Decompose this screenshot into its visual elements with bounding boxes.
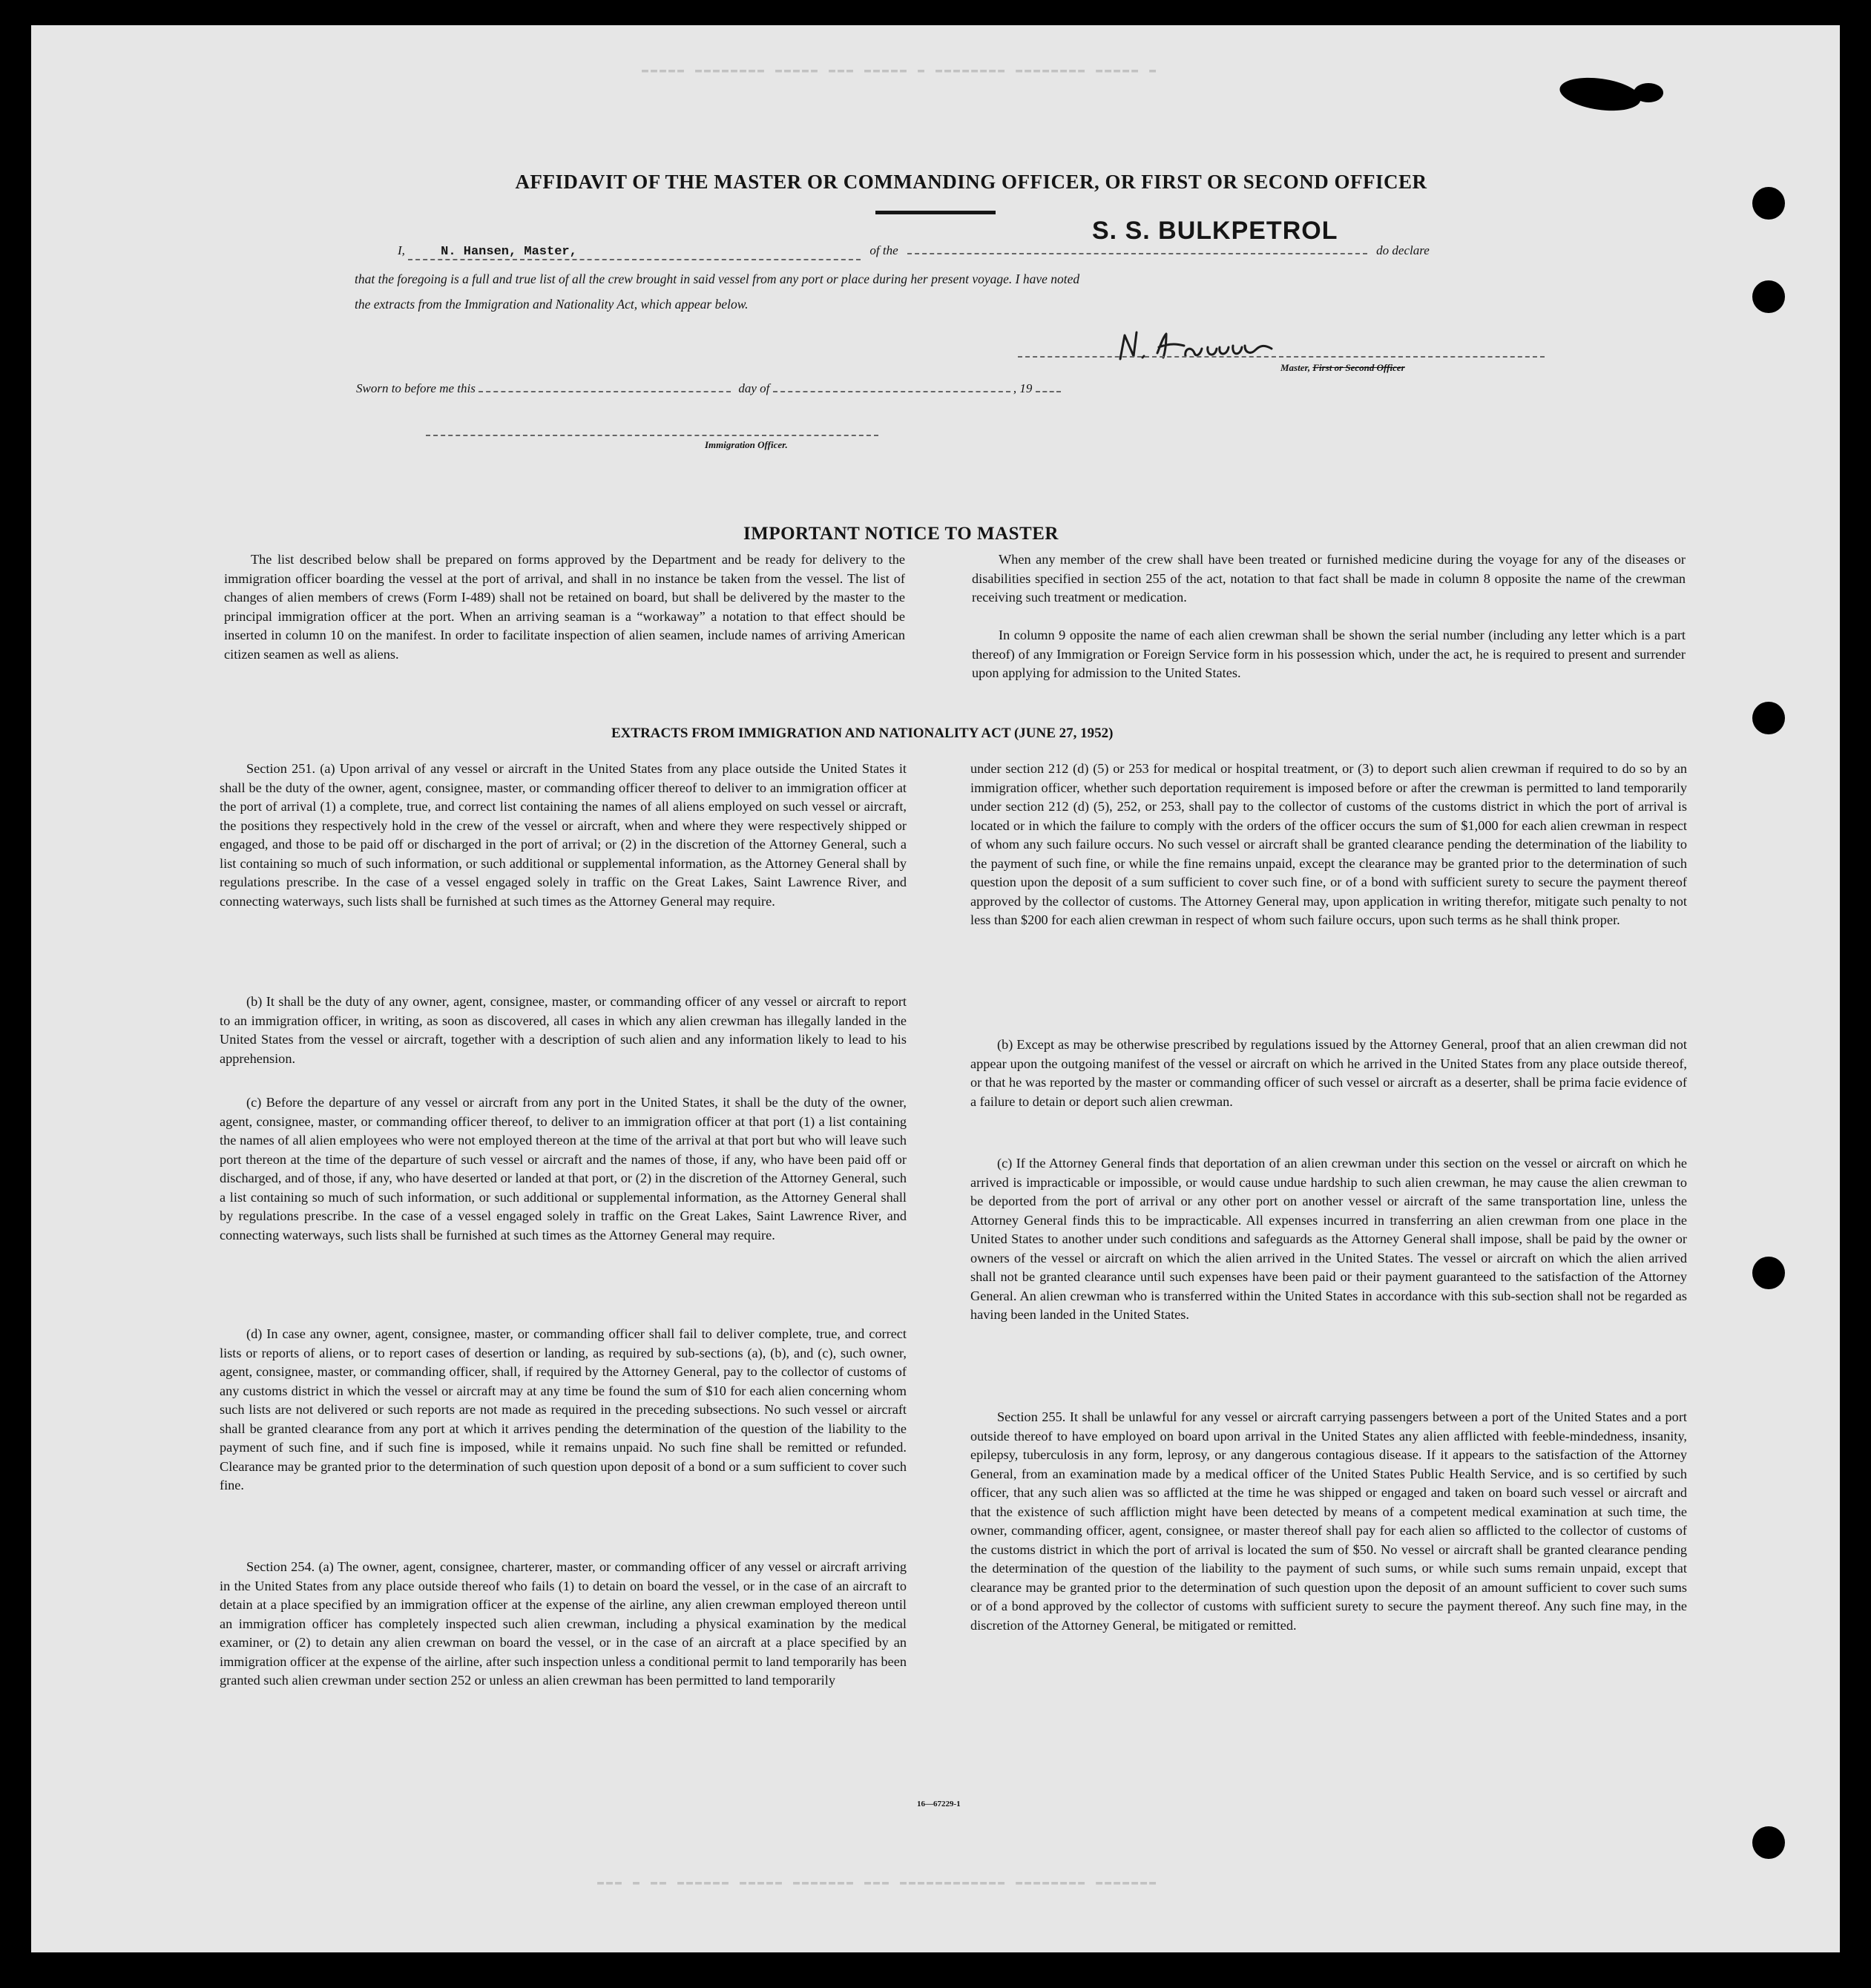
struck-officer-label: First or Second Officer <box>1312 362 1405 373</box>
notice-right-paragraph-1: When any member of the crew shall have been treated or furnished medicine during the voyage for any of the diseases or disabilities specified in section 255 of the act, notation to that fact shall be made in column 8 opposite the name of the crewman receiving such treatment or medication. <box>972 552 1686 605</box>
sworn-year-field[interactable] <box>1036 391 1061 392</box>
bleed-through-text-bottom: ▬▬▬▬▬▬▬ ▬▬▬▬▬▬▬▬ ▬▬▬▬▬▬▬▬▬▬▬▬ ▬▬▬ ▬▬▬▬▬▬▬ ▬▬▬▬▬ ▬▬▬▬▬▬ ▬▬ ▬ ▬▬▬ <box>595 1876 1157 1889</box>
vessel-name: S. S. BULKPETROL <box>1092 217 1338 245</box>
declaration-line-2: the extracts from the Immigration and Nationality Act, which appear below. <box>355 297 749 312</box>
punch-hole <box>1752 702 1785 734</box>
sworn-line <box>356 381 1061 396</box>
declarant-line <box>398 243 1546 260</box>
affidavit-title: AFFIDAVIT OF THE MASTER OR COMMANDING OFFICER, OR FIRST OR SECOND OFFICER <box>515 171 1427 193</box>
immigration-officer-label: Immigration Officer. <box>705 439 788 450</box>
immigration-officer-line <box>426 435 878 436</box>
signature-line <box>1018 356 1545 358</box>
section-254-a-continued: under section 212 (d) (5) or 253 for medical or hospital treatment, or (3) to deport such alien crewman if required to do so by an immigration officer, whether such deportation requirement is imposed before or after the crewman is permitted to land temporarily under section 212 (d) (5), 252, or 253, shall pay to the collector of customs of the customs district in which the port of arrival is located or in which the failure to comply with the orders of the officer occurs the sum of $1,000 for each alien crewman in respect of whom any such failure occurs. No such vessel or aircraft shall be granted clearance pending the determination of the liability to the payment of such fine, or while the fine remains unpaid, except the clearance may be granted prior to the determination of such question upon the deposit of a sum sufficient to cover such fine, or of a bond with sufficient surety to secure the payment thereof approved by the collector of customs. The Attorney General may, upon application in writing therefor, mitigate such penalty to not less than $200 for each alien crewman in respect of whom such failure occurs, upon such terms as he shall think proper. <box>970 761 1687 927</box>
extracts-title: EXTRACTS FROM IMMIGRATION AND NATIONALITY ACT (JUNE 27, 1952) <box>611 725 1114 741</box>
do-declare-label: do declare <box>1376 243 1430 257</box>
section-251-c: (c) Before the departure of any vessel or aircraft from any port in the United States, it shall be the duty of the owner, agent, consignee, master, or commanding officer thereof, to deliver to an immigration officer at that port (1) a list containing the names of all alien employees who were not employed thereon at the time of the arrival at that port but who will leave such port thereon at the time of the departure of such vessel or aircraft and the names of those, if any, who have been paid off or discharged, and of those, if any, who have deserted or landed at that port, or (2) in the discretion of the Attorney General, such a list containing so much of such information, or such additional or supplemental information, as the Attorney General shall by regulations prescribe. In the case of a vessel engaged solely in traffic on the Great Lakes, Saint Lawrence River, and connecting waterways, such lists shall be furnished at such times as the Attorney General may require. <box>220 1095 907 1242</box>
year-label: , 19 <box>1013 381 1033 395</box>
master-signature <box>1114 323 1307 368</box>
day-of-label: day of <box>738 381 770 395</box>
master-label: Master, <box>1280 362 1311 373</box>
punch-hole <box>1752 187 1785 220</box>
form-number: 16—67229-1 <box>917 1800 961 1808</box>
section-251-d: (d) In case any owner, agent, consignee, master, or commanding officer shall fail to deliver complete, true, and correct lists or reports of aliens, or to report cases of desertion or landing, as required by sub-sections (a), (b), and (c), such owner, agent, consignee, master, or commanding officer, shall, if required by the Attorney General, pay to the collector of customs of any customs district in which the vessel or aircraft may at any time be found the sum of $10 for each alien concerning whom such lists are not delivered or such reports are not made as required in the preceding subsections. No such vessel or aircraft shall be granted clearance from any port at which it arrives pending the determination of the question of the liability to the payment of such fine, and if such fine is imposed, while it remains unpaid. No such fine shall be remitted or refunded. Clearance may be granted prior to the determination of such question upon deposit of a bond or a sum sufficient to cover such fine. <box>220 1326 907 1492</box>
title-underline <box>875 211 996 214</box>
notice-left-paragraph: The list described below shall be prepared on forms approved by the Department and be ready for delivery to the immigration officer boarding the vessel at the port of arrival, and shall in no instance be taken from the vessel. The list of changes of alien members of crews (Form I-489) shall not be retained on board, but shall be delivered by the master to the principal immigration officer at the port. When an arriving seaman is a “workaway” a notation to that effect should be inserted in column 10 on the manifest. In order to facilitate inspection of alien seamen, include names of arriving American citizen seamen as well as aliens. <box>224 552 905 662</box>
declarant-field[interactable] <box>408 243 861 260</box>
section-255: Section 255. It shall be unlawful for any vessel or aircraft carrying passengers between a port of the United States and a port outside thereof to have employed on board upon arrival in the United States any alien afflicted with feeble-mindedness, insanity, epilepsy, tuberculosis in any form, leprosy, or any dangerous contagious disease. If it appears to the satisfaction of the Attorney General, from an examination made by a medical officer of the United States Public Health Service, and is so certified by such officer, that any such alien was so afflicted at the time he was shipped or engaged and taken on board such vessel or aircraft and that the existence of such affliction might have been detected by means of a competent medical examination at such time, the owner, commanding officer, agent, consignee, or master thereof shall pay for each alien so afflicted to the collector of customs of the customs district in which the port of arrival is located the sum of $50. No vessel or aircraft shall be granted clearance pending the determination of the question of the liability to the payment of such sums, or while such sums remain unpaid, except that clearance may be granted prior to the determination of such question upon the deposit of an amount sufficient to cover such sums or of a bond approved by the collector of customs with sufficient surety to secure the payment thereof. Any such fine may, in the discretion of the Attorney General, be mitigated or remitted. <box>970 1409 1687 1633</box>
notice-right-paragraph-2: In column 9 opposite the name of each alien crewman shall be shown the serial number (including any letter which is a part thereof) of any Immigration or Foreign Service form in his possession which, under the act, he is required to present and surrender upon applying for admission to the United States. <box>972 628 1686 680</box>
section-251-a: Section 251. (a) Upon arrival of any vessel or aircraft in the United States from any place outside the United States it shall be the duty of the owner, agent, consignee, master, or commanding officer thereof to deliver to an immigration officer at the port of arrival (1) a complete, true, and correct list containing the names of all aliens employed on such vessel or aircraft, the positions they respectively hold in the crew of the vessel or aircraft, when and where they were respectively shipped or engaged, and those to be paid off or discharged in the port of arrival; or (2) in the discretion of the Attorney General, such a list containing so much of such information, or such additional or supplemental information, as the Attorney General shall by regulations prescribe. In the case of a vessel engaged solely in traffic on the Great Lakes, Saint Lawrence River, and connecting waterways, such lists shall be furnished at such times as the Attorney General may require. <box>220 761 907 909</box>
ink-blot-small <box>1634 83 1663 102</box>
ink-blot <box>1558 73 1643 116</box>
section-254-a: Section 254. (a) The owner, agent, consignee, charterer, master, or commanding officer of any vessel or aircraft arriving in the United States from any place outside thereof who fails (1) to detain on board the vessel, or in the case of an aircraft to detain at a place specified by an immigration officer at the expense of the airline, any alien crewman employed thereon until an immigration officer has completely inspected such alien crewman, including a physical examination by the medical examiner, or (2) to detain any alien crewman on board the vessel, or in the case of an aircraft at a place specified by an immigration officer at the expense of the airline, after such inspection unless a conditional permit to land temporarily has been granted such alien crewman under section 252 or unless an alien crewman has been permitted to land temporarily <box>220 1559 907 1688</box>
signature-caption <box>1280 362 1405 374</box>
sworn-month-field[interactable] <box>773 391 1010 392</box>
of-the-label: of the <box>869 243 898 257</box>
section-254-c: (c) If the Attorney General finds that deportation of an alien crewman under this section on the vessel or aircraft on which he arrived is impracticable or impossible, or would cause undue hardship to such alien crewman, he may cause the alien crewman to be deported from the port of arrival or any other port on another vessel or aircraft of the same transportation line, unless the Attorney General finds this to be impracticable. All expenses incurred in transferring an alien crewman from one place in the United States to another under such conditions and safeguards as the Attorney General shall impose, shall be paid by the owner or owners of the vessel or aircraft on which the alien arrived in the United States. The vessel or aircraft on which the alien arrived shall not be granted clearance until such expenses have been paid or their payment guaranteed to the satisfaction of the Attorney General. An alien crewman who is transferred within the United States in accordance with this sub-section shall not be regarded as having been landed in the United States. <box>970 1156 1687 1322</box>
declaration-line-1: that the foregoing is a full and true list of all the crew brought in said vessel from any port or place during her present voyage. I have noted <box>355 271 1080 286</box>
vessel-field[interactable] <box>907 253 1367 254</box>
section-251-b: (b) It shall be the duty of any owner, agent, consignee, master, or commanding officer of any vessel or aircraft to report to an immigration officer, in writing, as soon as discovered, all cases in which any alien crewman has illegally landed in the United States from the vessel or aircraft, together with a description of such alien and any information likely to lead to his apprehension. <box>220 994 907 1066</box>
punch-hole <box>1752 1826 1785 1859</box>
sworn-day-field[interactable] <box>479 391 731 392</box>
declarant-value: N. Hansen, Master, <box>441 245 577 259</box>
notice-title: IMPORTANT NOTICE TO MASTER <box>743 524 1059 544</box>
section-254-b: (b) Except as may be otherwise prescribed by regulations issued by the Attorney General, proof that an alien crewman did not appear upon the outgoing manifest of the vessel or aircraft on which he arrived in the United States from any place outside thereof, or that he was reported by the master or commanding officer of such vessel or aircraft as a deserter, shall be prima facie evidence of a failure to detain or deport such alien crewman. <box>970 1037 1687 1109</box>
document-page <box>31 25 1840 1952</box>
sworn-label: Sworn to before me this <box>356 381 476 395</box>
punch-hole <box>1752 1257 1785 1289</box>
punch-hole <box>1752 280 1785 313</box>
i-label: I, <box>398 243 405 257</box>
bleed-through-text-top: ▬ ▬▬▬▬▬ ▬▬▬▬▬▬▬▬ ▬▬▬▬▬▬▬▬ ▬ ▬▬▬▬▬ ▬▬▬ ▬▬▬▬▬ ▬▬▬▬▬▬▬▬ ▬▬▬▬▬ <box>639 64 1157 76</box>
